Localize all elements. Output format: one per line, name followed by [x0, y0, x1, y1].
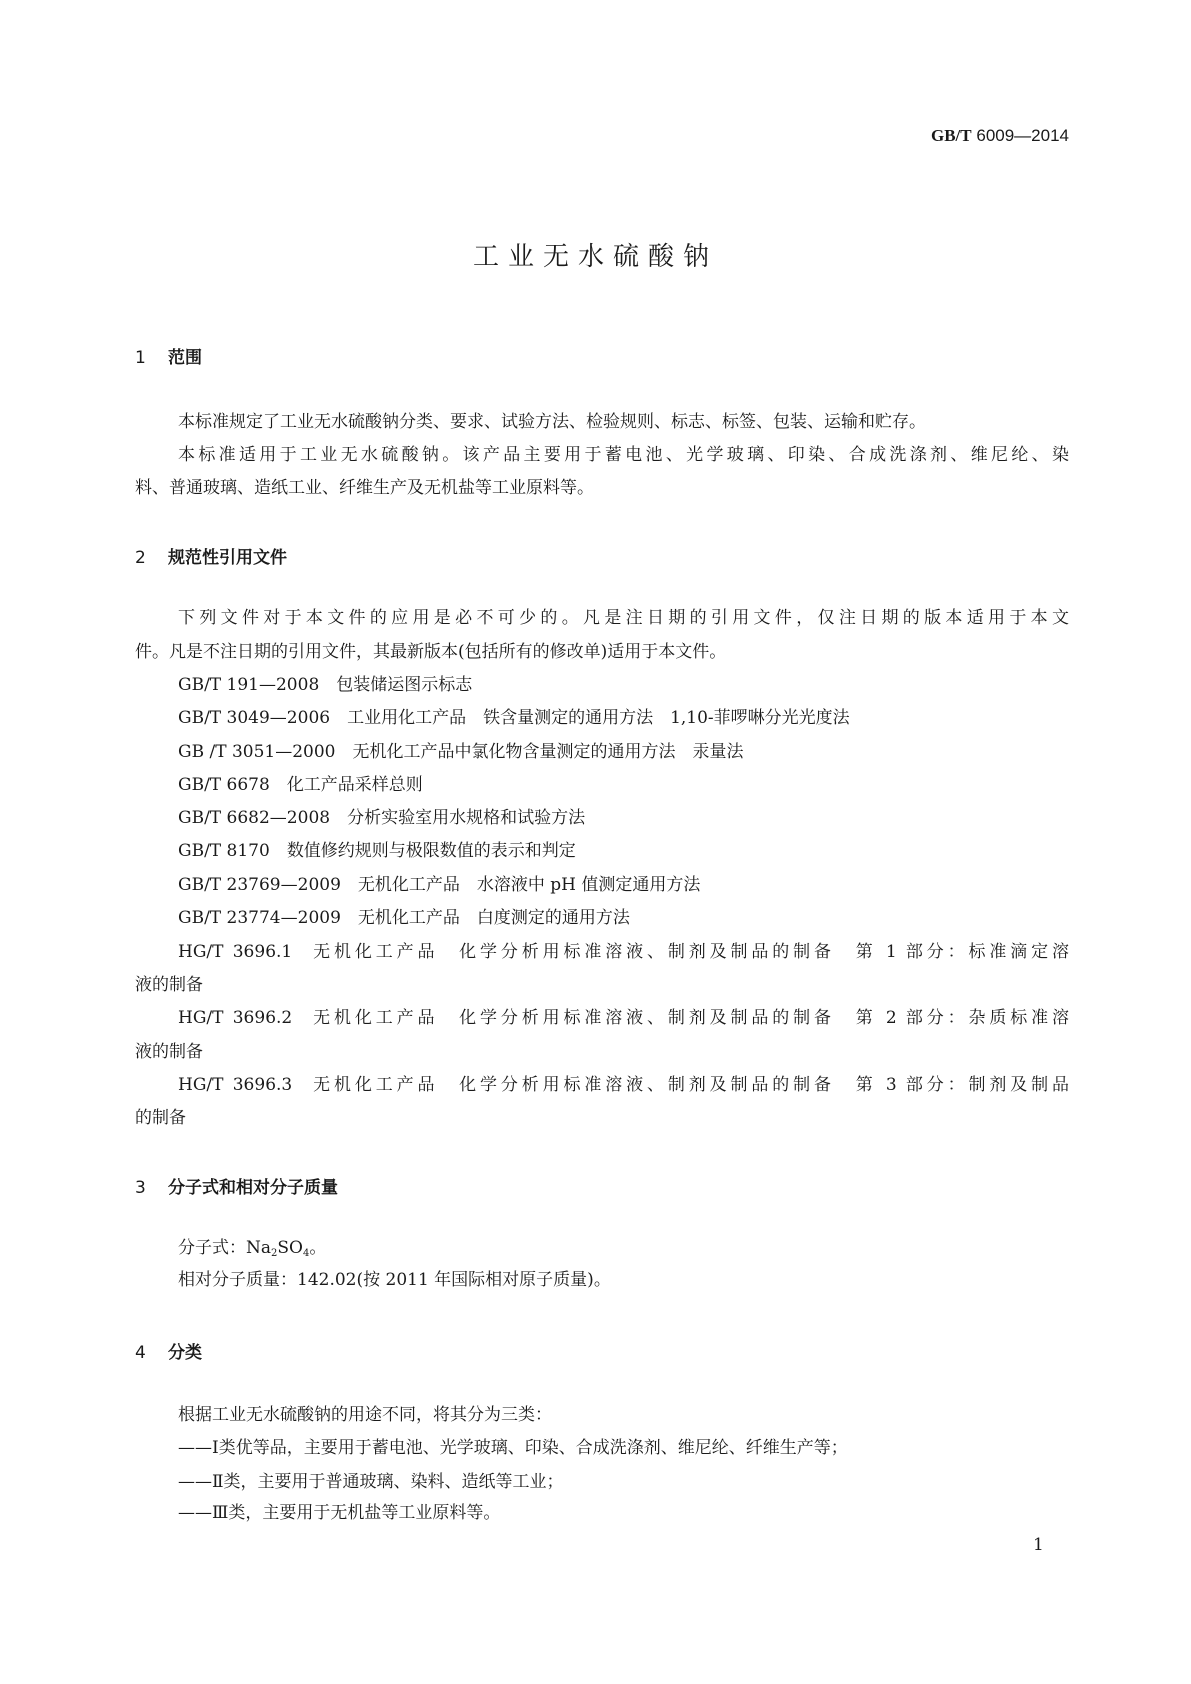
section-number: 1	[135, 348, 146, 368]
classification-item-1: ——Ⅰ类优等品，主要用于蓄电池、光学玻璃、印染、合成洗涤剂、维尼纶、纤维生产等；	[178, 1438, 848, 1458]
section-heading-2	[135, 543, 287, 568]
reference-title: 无机化工产品中氯化物含量测定的通用方法 汞量法	[352, 742, 744, 762]
reference-code: HG/T 3696.2	[178, 1008, 293, 1028]
reference-item	[178, 1008, 1069, 1028]
formula-label: 分子式：	[178, 1238, 246, 1258]
reference-code: HG/T 3696.1	[178, 942, 293, 962]
section-number: 4	[135, 1343, 146, 1363]
reference-code: GB/T 8170	[178, 841, 270, 861]
reference-item	[178, 808, 585, 828]
reference-item	[178, 875, 700, 895]
classification-intro: 根据工业无水硫酸钠的用途不同，将其分为三类：	[178, 1405, 552, 1425]
scope-paragraph-2: 本标准适用于工业无水硫酸钠。该产品主要用于蓄电池、光学玻璃、印染、合成洗涤剂、维尼纶、染	[178, 445, 1069, 465]
scope-paragraph-2-cont: 料、普通玻璃、造纸工业、纤维生产及无机盐等工业原料等。	[135, 478, 594, 498]
reference-code: GB/T 191—2008	[178, 675, 320, 695]
formula-end: 。	[309, 1238, 327, 1258]
section-number: 3	[135, 1178, 146, 1198]
reference-title: 无机化工产品 化学分析用标准溶液、制剂及制品的制备 第 3 部分：制剂及制品	[309, 1075, 1070, 1095]
reference-code: GB/T 6682—2008	[178, 808, 331, 828]
formula-so-subscript: 4	[302, 1248, 310, 1259]
reference-item-cont: 的制备	[135, 1108, 186, 1128]
reference-title: 无机化工产品 化学分析用标准溶液、制剂及制品的制备 第 2 部分：杂质标准溶	[309, 1008, 1070, 1028]
section-title: 分子式和相对分子质量	[168, 1178, 338, 1198]
reference-code: GB/T 3049—2006	[178, 708, 331, 728]
reference-item	[178, 742, 743, 762]
scope-paragraph-1: 本标准规定了工业无水硫酸钠分类、要求、试验方法、检验规则、标志、标签、包装、运输和贮存。	[178, 412, 926, 432]
section-number: 2	[135, 548, 146, 568]
page-number: 1	[1033, 1535, 1044, 1555]
standard-number: 6009—2014	[976, 126, 1069, 145]
section-heading-3	[135, 1173, 338, 1198]
reference-item	[178, 708, 850, 728]
standard-code	[931, 126, 1069, 146]
reference-title: 工业用化工产品 铁含量测定的通用方法 1,10-菲啰啉分光光度法	[347, 708, 850, 728]
section-title: 范围	[168, 348, 202, 368]
formula-so: SO	[277, 1238, 303, 1258]
reference-item	[178, 841, 576, 861]
reference-code: GB/T 23774—2009	[178, 908, 341, 928]
reference-code: GB /T 3051—2000	[178, 742, 336, 762]
section-heading-1	[135, 343, 202, 368]
reference-item	[178, 775, 423, 795]
reference-code: HG/T 3696.3	[178, 1075, 293, 1095]
section-title: 分类	[168, 1343, 202, 1363]
reference-title: 无机化工产品 白度测定的通用方法	[357, 908, 630, 928]
document-title: 工业无水硫酸钠	[472, 242, 718, 272]
reference-item	[178, 942, 1069, 962]
molecular-formula	[178, 1238, 326, 1264]
reference-item	[178, 908, 630, 928]
reference-item-cont: 液的制备	[135, 975, 203, 995]
standard-prefix: GB/T	[931, 126, 972, 145]
reference-item	[178, 1075, 1069, 1095]
reference-item	[178, 675, 472, 695]
references-intro-2: 件。凡是不注日期的引用文件，其最新版本(包括所有的修改单)适用于本文件。	[135, 642, 727, 662]
reference-title: 无机化工产品 化学分析用标准溶液、制剂及制品的制备 第 1 部分：标准滴定溶	[309, 942, 1070, 962]
reference-title: 数值修约规则与极限数值的表示和判定	[286, 841, 576, 861]
formula-na: Na	[246, 1238, 272, 1258]
reference-title: 分析实验室用水规格和试验方法	[347, 808, 586, 828]
reference-code: GB/T 23769—2009	[178, 875, 341, 895]
reference-item-cont: 液的制备	[135, 1042, 203, 1062]
section-title: 规范性引用文件	[168, 548, 287, 568]
classification-item-3: ——Ⅲ类，主要用于无机盐等工业原料等。	[178, 1503, 501, 1523]
formula-na-subscript: 2	[271, 1248, 278, 1259]
reference-code: GB/T 6678	[178, 775, 270, 795]
reference-title: 化工产品采样总则	[286, 775, 423, 795]
section-heading-4	[135, 1338, 202, 1363]
molecular-mass: 相对分子质量：142.02(按 2011 年国际相对原子质量)。	[178, 1270, 611, 1290]
reference-title: 无机化工产品 水溶液中 pH 值测定通用方法	[357, 875, 701, 895]
classification-item-2: ——Ⅱ类，主要用于普通玻璃、染料、造纸等工业；	[178, 1472, 564, 1492]
references-intro-1: 下列文件对于本文件的应用是必不可少的。凡是注日期的引用文件，仅注日期的版本适用于本文	[178, 608, 1069, 628]
reference-title: 包装储运图示标志	[336, 675, 473, 695]
